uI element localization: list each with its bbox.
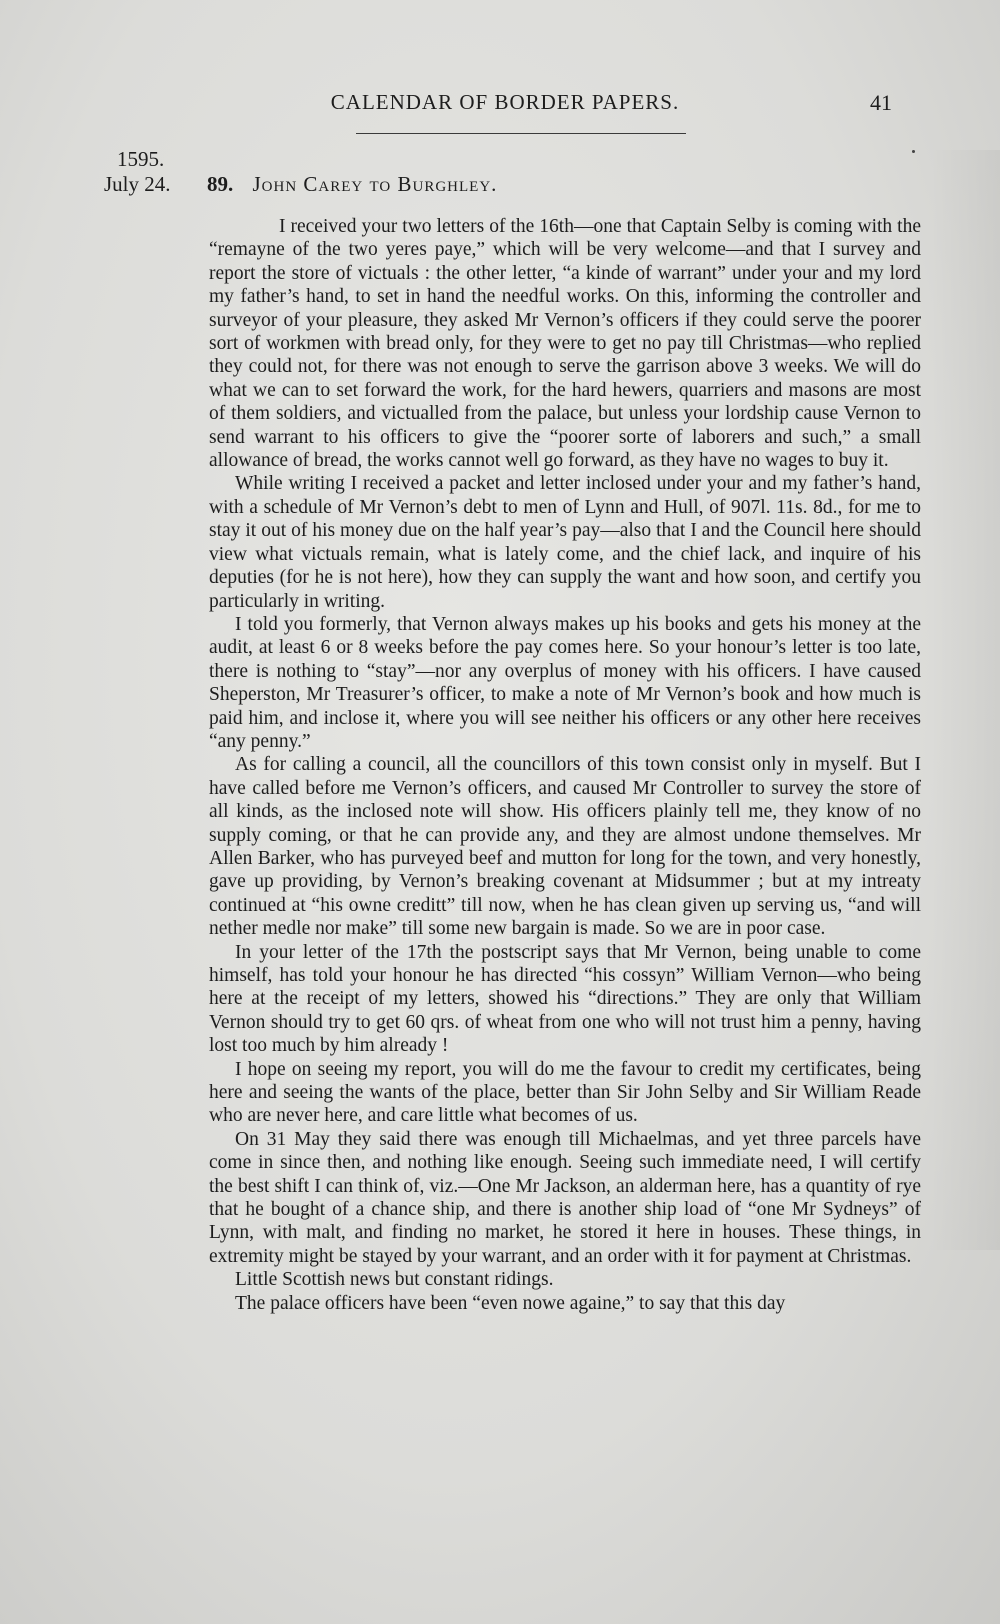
entry-title: John Carey to Burghley. xyxy=(252,172,498,196)
paragraph: I told you formerly, that Vernon always makes up his books and gets his money at the audit, at least 6 or 8 weeks before the pay comes here. So your honour’s letter is too late, there is nothing to “stay”—nor any overplus of money with his officers. I have caused Sheperston, Mr Treasurer’s officer, to make a note of Mr Vernon’s book and how much is paid him, and inclose it, where you will see neither his officers or any other here receives “any penny.” xyxy=(209,613,921,752)
margin-year: 1595. xyxy=(117,147,165,171)
ink-speck xyxy=(912,150,915,153)
page-edge-shadow xyxy=(930,150,1000,1250)
paragraph: Little Scottish news but constant ridings. xyxy=(235,1269,554,1291)
paragraph: On 31 May they said there was enough till Michaelmas, and yet three parcels have come in since then, and nothing like enough. Seeing such immediate need, I will certify the best shift I can think of, viz.—One Mr Jackson, an alderman here, has a quantity of rye that he bought of a chance ship, and there is another ship load of “one Mr Sydneys” of Lynn, with malt, and finding no market, he stored it here in houses. These things, in extremity might be stayed by your warrant, and an order with it for payment at Christmas. xyxy=(209,1128,921,1267)
paragraph: I hope on seeing my report, you will do me the favour to credit my certificates, being here and seeing the wants of the place, better than Sir John Selby and Sir William Reade who are never here, and care little what becomes of us. xyxy=(209,1058,921,1127)
header-rule xyxy=(356,133,686,134)
running-head: CALENDAR OF BORDER PAPERS. xyxy=(330,90,680,114)
letter-body xyxy=(209,215,921,1315)
paragraph: The palace officers have been “even nowe againe,” to say that this day xyxy=(235,1292,786,1314)
entry-number: 89. xyxy=(207,172,234,196)
page-number: 41 xyxy=(870,90,892,115)
paragraph: I received your two letters of the 16th—one that Captain Selby is coming with the “remayne of the two yeres paye,” which will be very welcome—and that I survey and report the store of victuals : the other letter, “a kinde of warrant” under your and my lord my father’s hand, to set in hand the needful works. On this, informing the controller and surveyor of your pleasure, they asked Mr Vernon’s officers if they could serve the poorer sort of workmen with bread only, for they were to get no pay till Christmas—who replied they could not, for there was not enough to serve the garrison above 3 weeks. We will do what we can to set forward the work, for the hard hewers, quarriers and masons are most of them soldiers, and victualled from the palace, but unless your lordship cause Vernon to send warrant to his officers to give the “poorer sorte of laborers and such,” a small allowance of bread, the works cannot well go forward, as they have no wages to buy it. xyxy=(209,216,921,472)
paragraph: In your letter of the 17th the postscript says that Mr Vernon, being unable to come himself, has told your honour he has directed “his cossyn” William Vernon—who being here at the receipt of my letters, showed his “directions.” They are only that William Vernon should try to get 60 qrs. of wheat from one who will not trust him a penny, having lost too much by him already ! xyxy=(209,941,921,1057)
entry-heading xyxy=(207,172,497,197)
paragraph: As for calling a council, all the councillors of this town consist only in myself. But I have called before me Vernon’s officers, and caused Mr Controller to survey the store of all kinds, as the inclosed note will show. His officers plainly tell me, they know of no supply coming, or that he can provide any, and they are almost undone themselves. Mr Allen Barker, who has purveyed beef and mutton for long for the town, and very honestly, gave up providing, by Vernon’s breaking covenant at Midsummer ; but at my intreaty continued at “his owne creditt” till now, when he has clean given up serving us, “and will nether medle nor make” till some new bargain is made. So we are in poor case. xyxy=(209,754,921,940)
margin-date: July 24. xyxy=(104,172,171,196)
paragraph: While writing I received a packet and letter inclosed under your and my father’s hand, with a schedule of Mr Vernon’s debt to men of Lynn and Hull, of 907l. 11s. 8d., for me to stay it out of his money due on the half year’s pay—also that I and the Council here should view what victuals remain, what is lately come, and the chief lack, and inquire of his deputies (for he is not here), how they can supply the want and how soon, and certify you particularly in writing. xyxy=(209,473,921,612)
